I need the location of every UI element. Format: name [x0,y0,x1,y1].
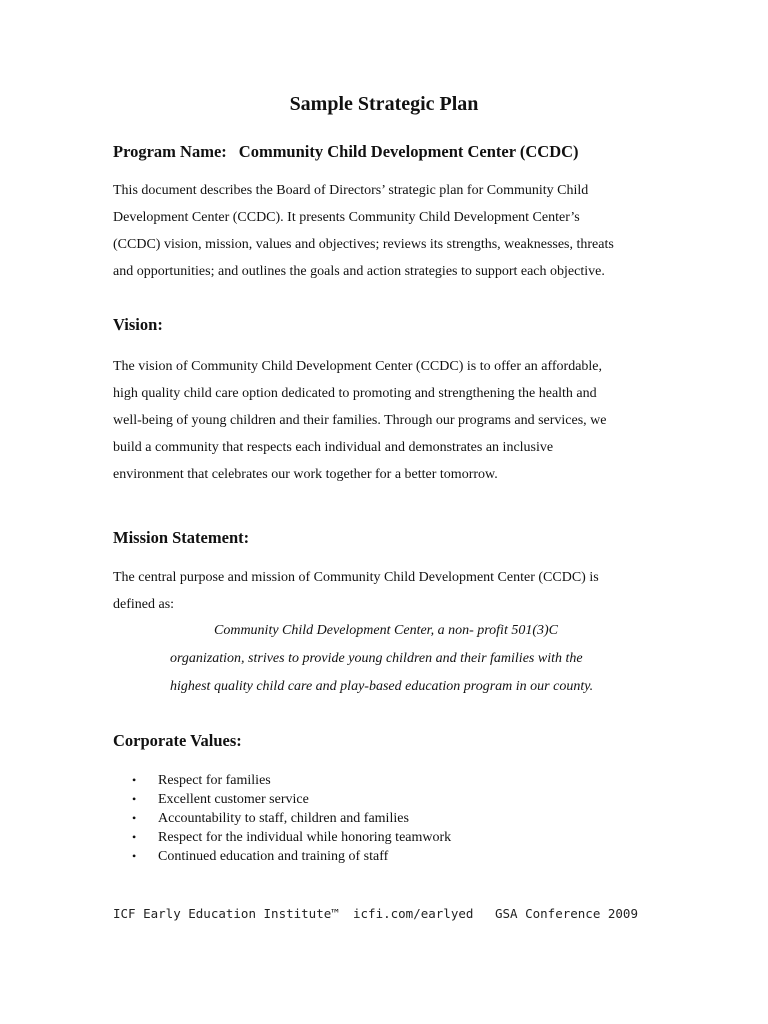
bullet-icon: • [132,849,137,863]
list-item [130,771,451,790]
mission-line: The central purpose and mission of Community Child Development Center (CCDC) is [113,570,599,585]
vision-line: well-being of young children and their families. Through our programs and services, we [113,413,607,428]
program-name-label: Program Name: [113,142,227,161]
vision-line: high quality child care option dedicated to promoting and strengthening the health and [113,386,597,401]
bullet-icon: • [132,830,137,844]
bullet-icon: • [132,792,137,806]
value-text: Respect for the individual while honoring teamwork [158,830,452,845]
list-item [130,790,451,809]
vision-line: build a community that respects each individual and demonstrates an inclusive [113,440,554,455]
vision-line: environment that celebrates our work together for a better tomorrow. [113,467,498,482]
mission-quote-line: organization, strives to provide young children and their families with the [170,651,583,666]
mission-paragraph [113,564,658,618]
footer-organization: ICF Early Education Institute™ [113,906,339,921]
list-item [130,847,451,866]
bullet-icon: • [132,773,137,787]
value-text: Accountability to staff, children and families [158,811,409,826]
vision-paragraph [113,353,658,488]
program-name-line [113,142,579,162]
vision-line: The vision of Community Child Development Center (CCDC) is to offer an affordable, [113,359,603,374]
mission-quote [170,617,640,701]
intro-line: Development Center (CCDC). It presents Community Child Development Center’s [113,210,580,225]
value-text: Respect for families [158,773,271,788]
intro-paragraph [113,177,658,285]
mission-quote-line: Community Child Development Center, a non- profit 501(3)C [214,623,558,638]
corporate-values-list [130,771,451,866]
value-text: Continued education and training of staff [158,849,389,864]
page-title: Sample Strategic Plan [289,93,479,115]
mission-line: defined as: [113,597,175,612]
corporate-values-heading: Corporate Values: [113,731,242,750]
mission-heading: Mission Statement: [113,528,250,547]
list-item [130,809,451,828]
footer-conference: GSA Conference 2009 [495,906,638,921]
bullet-icon: • [132,811,137,825]
mission-quote-line: highest quality child care and play-based education program in our county. [170,679,594,694]
intro-line: This document describes the Board of Directors’ strategic plan for Community Child [113,183,589,198]
value-text: Excellent customer service [158,792,309,807]
list-item [130,828,451,847]
vision-heading: Vision: [113,315,163,334]
intro-line: and opportunities; and outlines the goals and action strategies to support each objective. [113,264,605,279]
program-name-value: Community Child Development Center (CCDC) [238,142,579,161]
intro-line: (CCDC) vision, mission, values and objectives; reviews its strengths, weaknesses, threats [113,237,614,252]
footer-url: icfi.com/earlyed [353,906,474,921]
